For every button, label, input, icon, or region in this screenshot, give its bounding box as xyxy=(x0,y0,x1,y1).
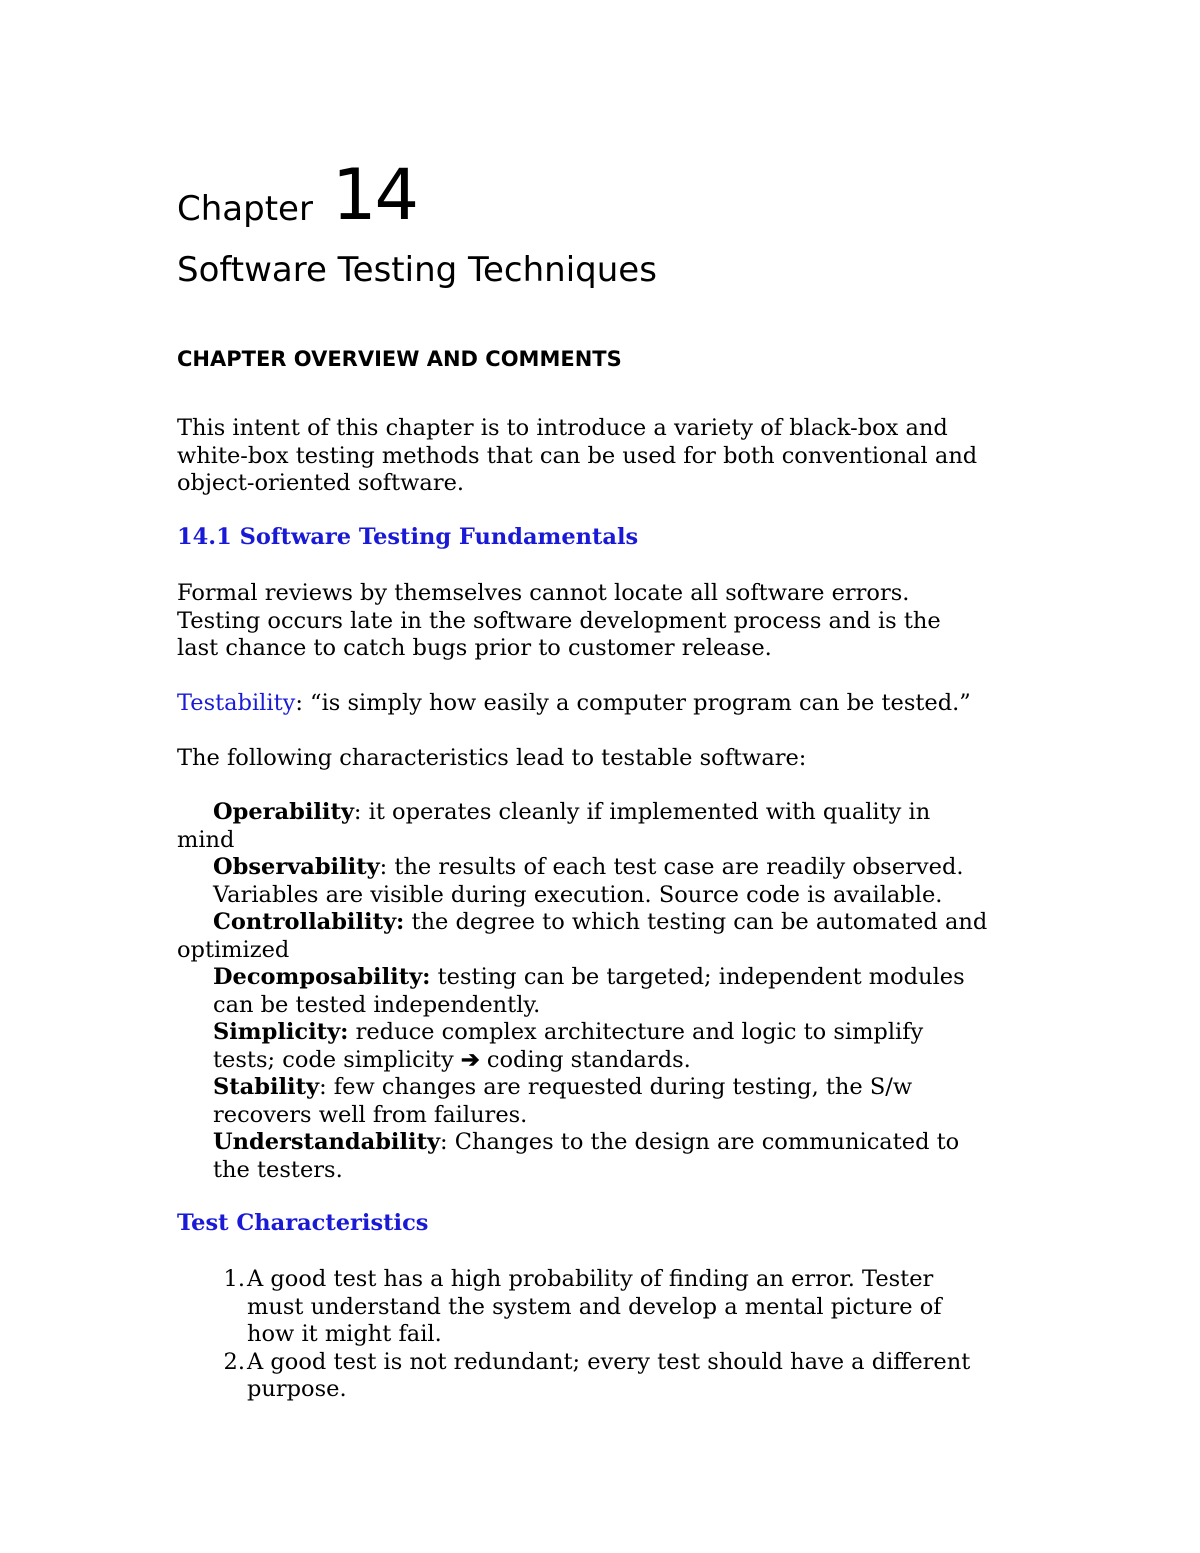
list-item-line: purpose. xyxy=(247,1376,347,1402)
characteristics-intro: The following characteristics lead to testable software: xyxy=(177,745,807,771)
simplicity-line xyxy=(177,1019,987,1047)
testability-term: Testability xyxy=(177,690,296,716)
test-characteristics-list xyxy=(177,1266,970,1404)
stability-line xyxy=(177,1074,987,1102)
test-characteristics-heading: Test Characteristics xyxy=(177,1210,429,1236)
characteristics-list xyxy=(177,799,987,1184)
fundamentals-line: Testing occurs late in the software development process and is the xyxy=(177,607,941,634)
understandability-line xyxy=(177,1129,987,1157)
list-item-text xyxy=(247,1266,942,1349)
simplicity-term: Simplicity: xyxy=(213,1019,349,1045)
simplicity-text: reduce complex architecture and logic to simplify xyxy=(348,1019,924,1045)
simplicity-cont-text: tests; code simplicity xyxy=(213,1046,461,1073)
operability-term: Operability xyxy=(213,799,354,825)
list-item-line: A good test has a high probability of finding an error. Tester xyxy=(247,1266,934,1292)
understandability-term: Understandability xyxy=(213,1129,441,1155)
fundamentals-line: Formal reviews by themselves cannot locate all software errors. xyxy=(177,580,910,606)
overview-heading: CHAPTER OVERVIEW AND COMMENTS xyxy=(177,347,622,371)
list-item-number: 1. xyxy=(223,1266,245,1292)
observability-cont: Variables are visible during execution. Source code is available. xyxy=(213,881,943,908)
operability-line xyxy=(177,799,987,827)
overview-line: white-box testing methods that can be used for both conventional and xyxy=(177,442,978,469)
fundamentals-line: last chance to catch bugs prior to customer release. xyxy=(177,635,772,661)
observability-text: : the results of each test case are readily observed. xyxy=(379,854,964,880)
understandability-cont: the testers. xyxy=(213,1156,343,1183)
overview-line: object-oriented software. xyxy=(177,470,465,496)
understandability-text: : Changes to the design are communicated to xyxy=(440,1129,960,1155)
controllability-line xyxy=(177,909,987,937)
stability-text: : few changes are requested during testing, the S/w xyxy=(319,1074,913,1100)
simplicity-cont-tail: coding standards. xyxy=(479,1046,691,1073)
stability-cont: recovers well from failures. xyxy=(213,1101,528,1128)
list-item xyxy=(177,1266,970,1349)
operability-cont: mind xyxy=(177,826,235,853)
simplicity-cont xyxy=(177,1047,987,1075)
decomposability-text: testing can be targeted; independent modules xyxy=(430,964,965,990)
arrow-right-icon: ➔ xyxy=(460,1046,480,1073)
observability-term: Observability xyxy=(213,854,380,880)
document-page xyxy=(177,150,1047,1402)
chapter-title: Software Testing Techniques xyxy=(177,250,657,290)
fundamentals-paragraph xyxy=(177,580,941,663)
chapter-number: 14 xyxy=(332,154,418,236)
controllability-term: Controllability: xyxy=(213,909,405,935)
overview-line: This intent of this chapter is to introduce a variety of black-box and xyxy=(177,415,948,441)
chapter-header xyxy=(177,150,1047,236)
stability-term: Stability xyxy=(213,1074,320,1100)
decomposability-term: Decomposability: xyxy=(213,964,431,990)
chapter-label: Chapter xyxy=(177,189,313,229)
list-item-line: how it might fail. xyxy=(247,1321,442,1347)
decomposability-line xyxy=(177,964,987,992)
list-item-line: must understand the system and develop a mental picture of xyxy=(247,1293,942,1320)
section-heading-14-1: 14.1 Software Testing Fundamentals xyxy=(177,524,639,550)
list-item-line: A good test is not redundant; every test should have a different xyxy=(247,1348,971,1375)
decomposability-cont: can be tested independently. xyxy=(213,991,541,1018)
operability-text: : it operates cleanly if implemented with quality in xyxy=(353,799,931,825)
list-item-text xyxy=(247,1349,970,1404)
list-item xyxy=(177,1349,970,1404)
controllability-cont: optimized xyxy=(177,936,290,963)
testability-text: : “is simply how easily a computer program can be tested.” xyxy=(295,690,971,716)
controllability-text: the degree to which testing can be automated and xyxy=(404,909,988,935)
overview-paragraph xyxy=(177,415,977,498)
list-item-number: 2. xyxy=(223,1348,245,1375)
testability-definition xyxy=(177,690,971,718)
observability-line xyxy=(177,854,987,882)
